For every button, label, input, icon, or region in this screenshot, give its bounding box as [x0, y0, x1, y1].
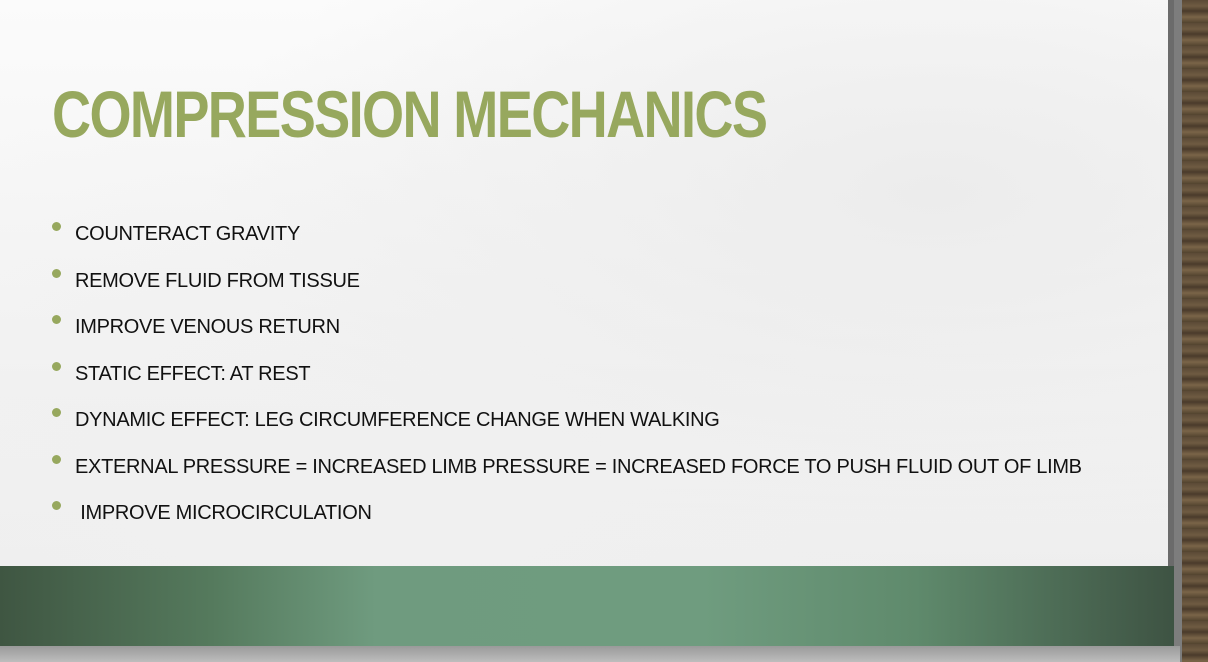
bullet-dot-icon — [52, 501, 61, 510]
bullet-dot-icon — [52, 222, 61, 231]
bullet-text: COUNTERACT GRAVITY — [75, 223, 300, 245]
bullet-text: REMOVE FLUID FROM TISSUE — [75, 269, 360, 292]
bullet-dot-icon — [52, 269, 61, 278]
bottom-shadow — [0, 646, 1180, 662]
bullet-dot-icon — [52, 408, 61, 417]
bullet-item — [52, 311, 1082, 358]
bullet-item — [52, 265, 1082, 312]
bullet-item — [52, 451, 1082, 498]
bullet-dot-icon — [52, 455, 61, 464]
bullet-dot-icon — [52, 362, 61, 371]
slide-title: COMPRESSION MECHANICS — [52, 77, 767, 151]
bullet-item — [52, 497, 1082, 544]
bullet-text: IMPROVE VENOUS RETURN — [75, 316, 340, 338]
bullet-text: STATIC EFFECT: AT REST — [75, 362, 311, 385]
bullet-item — [52, 218, 1082, 265]
bullet-text: EXTERNAL PRESSURE = INCREASED LIMB PRESSURE = INCREASED FORCE TO PUSH FLUID OUT OF LIMB — [75, 455, 1082, 478]
background-texture-edge — [1182, 0, 1208, 662]
bullet-text: IMPROVE MICROCIRCULATION — [75, 502, 372, 524]
bullet-text: DYNAMIC EFFECT: LEG CIRCUMFERENCE CHANGE WHEN WALKING — [75, 409, 720, 431]
bullet-item — [52, 404, 1082, 451]
footer-band — [0, 566, 1174, 646]
bullet-dot-icon — [52, 315, 61, 324]
bullet-list — [52, 218, 1082, 544]
bullet-item — [52, 358, 1082, 405]
